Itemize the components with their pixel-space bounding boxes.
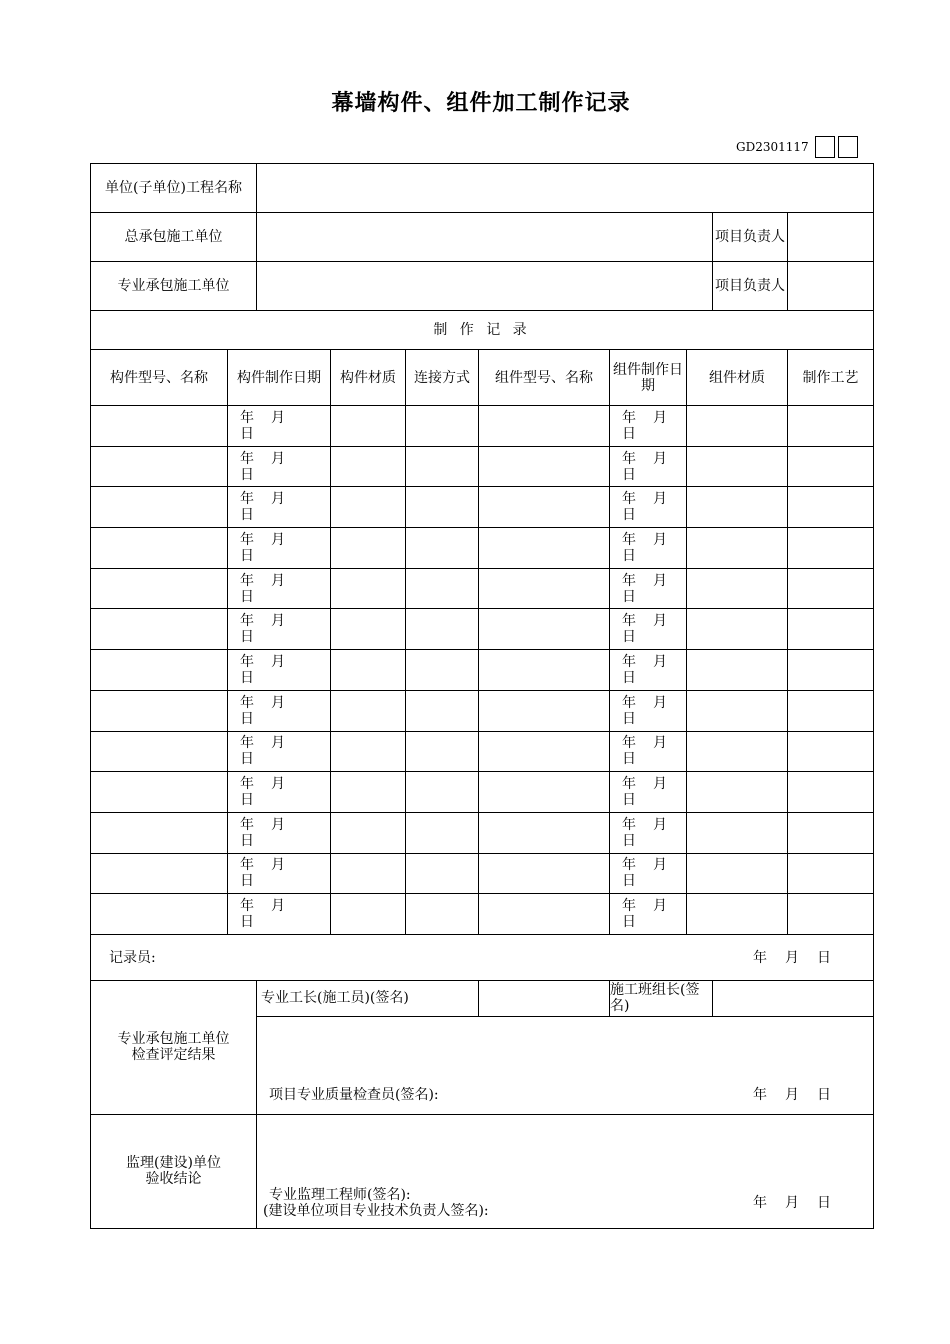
sub-contractor-field[interactable] bbox=[257, 262, 713, 311]
date-year: 年 bbox=[240, 735, 254, 752]
component-date-cell[interactable] bbox=[228, 650, 331, 691]
sub-project-manager-label: 项目负责人 bbox=[713, 262, 788, 311]
component-model-cell[interactable] bbox=[91, 894, 228, 935]
assembly-material-cell[interactable] bbox=[687, 772, 788, 813]
date-year: 年 bbox=[622, 409, 636, 426]
form-code-area bbox=[736, 134, 858, 160]
component-model-cell[interactable] bbox=[91, 568, 228, 609]
supervision-label-line1: 监理(建设)单位 bbox=[126, 1155, 221, 1172]
date-day: 日 bbox=[817, 1086, 831, 1103]
general-contractor-label: 总承包施工单位 bbox=[91, 213, 257, 262]
connection-cell[interactable] bbox=[406, 894, 479, 935]
date-month: 月 bbox=[271, 613, 285, 630]
date-day: 日 bbox=[622, 914, 636, 931]
table-row bbox=[91, 690, 874, 731]
date-month: 月 bbox=[785, 949, 799, 966]
column-header-row bbox=[91, 350, 874, 406]
process-cell[interactable] bbox=[788, 894, 874, 935]
component-date-cell[interactable] bbox=[228, 812, 331, 853]
table-row bbox=[91, 894, 874, 935]
date-day: 日 bbox=[240, 751, 254, 768]
process-cell[interactable] bbox=[788, 568, 874, 609]
date-month: 月 bbox=[271, 450, 285, 467]
assembly-model-cell[interactable] bbox=[479, 731, 610, 772]
assembly-material-cell[interactable] bbox=[687, 894, 788, 935]
component-date-cell[interactable] bbox=[228, 772, 331, 813]
process-cell[interactable] bbox=[788, 690, 874, 731]
connection-cell[interactable] bbox=[406, 812, 479, 853]
col-header-component-material: 构件材质 bbox=[331, 350, 406, 406]
date-month: 月 bbox=[271, 531, 285, 548]
assembly-model-cell[interactable] bbox=[479, 487, 610, 528]
component-model-cell[interactable] bbox=[91, 772, 228, 813]
assembly-material-cell[interactable] bbox=[687, 731, 788, 772]
component-material-cell[interactable] bbox=[331, 690, 406, 731]
date-year: 年 bbox=[622, 816, 636, 833]
supervision-label-line2: 验收结论 bbox=[145, 1171, 202, 1188]
date-month: 月 bbox=[653, 816, 667, 833]
component-model-cell[interactable] bbox=[91, 528, 228, 569]
form-code: GD2301117 bbox=[736, 140, 809, 154]
assembly-model-cell[interactable] bbox=[479, 568, 610, 609]
assembly-date-cell[interactable] bbox=[610, 894, 687, 935]
date-day: 日 bbox=[240, 425, 254, 442]
col-header-component-model: 构件型号、名称 bbox=[91, 350, 228, 406]
date-day: 日 bbox=[622, 588, 636, 605]
date-year: 年 bbox=[240, 694, 254, 711]
date-year: 年 bbox=[240, 491, 254, 508]
process-cell[interactable] bbox=[788, 446, 874, 487]
assembly-material-cell[interactable] bbox=[687, 446, 788, 487]
date-month: 月 bbox=[271, 694, 285, 711]
connection-cell[interactable] bbox=[406, 528, 479, 569]
date-day: 日 bbox=[240, 832, 254, 849]
assembly-model-cell[interactable] bbox=[479, 609, 610, 650]
team-leader-signature-field[interactable] bbox=[713, 980, 874, 1016]
process-cell[interactable] bbox=[788, 731, 874, 772]
date-month: 月 bbox=[271, 857, 285, 874]
date-month: 月 bbox=[653, 613, 667, 630]
process-cell[interactable] bbox=[788, 772, 874, 813]
section-title: 制 作 记 录 bbox=[91, 311, 874, 350]
assembly-date-cell[interactable] bbox=[610, 528, 687, 569]
date-day: 日 bbox=[817, 1194, 831, 1211]
date-day: 日 bbox=[240, 669, 254, 686]
table-row bbox=[91, 487, 874, 528]
date-month: 月 bbox=[271, 572, 285, 589]
process-cell[interactable] bbox=[788, 650, 874, 691]
engineer-label: 专业监理工程师(签名): bbox=[269, 1186, 411, 1203]
component-date-cell[interactable] bbox=[228, 690, 331, 731]
date-year: 年 bbox=[753, 1086, 767, 1103]
component-material-cell[interactable] bbox=[331, 731, 406, 772]
table-row bbox=[91, 446, 874, 487]
component-date-cell[interactable] bbox=[228, 894, 331, 935]
inspector-signature-area[interactable] bbox=[257, 1016, 874, 1114]
date-month: 月 bbox=[785, 1194, 799, 1211]
assembly-model-cell[interactable] bbox=[479, 406, 610, 447]
date-month: 月 bbox=[271, 816, 285, 833]
date-year: 年 bbox=[240, 613, 254, 630]
component-material-cell[interactable] bbox=[331, 650, 406, 691]
inspector-date bbox=[753, 1087, 831, 1103]
assembly-date-cell[interactable] bbox=[610, 446, 687, 487]
date-year: 年 bbox=[622, 450, 636, 467]
col-header-connection: 连接方式 bbox=[406, 350, 479, 406]
component-date-cell[interactable] bbox=[228, 406, 331, 447]
supervision-signature-area[interactable] bbox=[257, 1114, 874, 1228]
date-month: 月 bbox=[653, 898, 667, 915]
connection-cell[interactable] bbox=[406, 609, 479, 650]
date-day: 日 bbox=[622, 792, 636, 809]
date-month: 月 bbox=[653, 776, 667, 793]
col-header-assembly-model: 组件型号、名称 bbox=[479, 350, 610, 406]
process-cell[interactable] bbox=[788, 528, 874, 569]
contractor-check-label-line1: 专业承包施工单位 bbox=[117, 1031, 230, 1048]
table-row bbox=[91, 568, 874, 609]
connection-cell[interactable] bbox=[406, 853, 479, 894]
date-day: 日 bbox=[622, 507, 636, 524]
assembly-material-cell[interactable] bbox=[687, 568, 788, 609]
component-model-cell[interactable] bbox=[91, 650, 228, 691]
general-contractor-field[interactable] bbox=[257, 213, 713, 262]
assembly-model-cell[interactable] bbox=[479, 690, 610, 731]
date-year: 年 bbox=[622, 572, 636, 589]
project-name-label: 单位(子单位)工程名称 bbox=[91, 164, 257, 213]
component-model-cell[interactable] bbox=[91, 690, 228, 731]
component-material-cell[interactable] bbox=[331, 609, 406, 650]
assembly-material-cell[interactable] bbox=[687, 690, 788, 731]
assembly-date-cell[interactable] bbox=[610, 853, 687, 894]
component-material-cell[interactable] bbox=[331, 446, 406, 487]
date-year: 年 bbox=[622, 694, 636, 711]
date-year: 年 bbox=[622, 857, 636, 874]
supervision-date bbox=[753, 1195, 831, 1211]
process-cell[interactable] bbox=[788, 812, 874, 853]
code-box-2[interactable] bbox=[838, 136, 858, 158]
component-model-cell[interactable] bbox=[91, 446, 228, 487]
date-month: 月 bbox=[653, 653, 667, 670]
component-model-cell[interactable] bbox=[91, 609, 228, 650]
connection-cell[interactable] bbox=[406, 772, 479, 813]
assembly-date-cell[interactable] bbox=[610, 406, 687, 447]
date-year: 年 bbox=[240, 776, 254, 793]
project-name-field[interactable] bbox=[257, 164, 874, 213]
table-row bbox=[91, 772, 874, 813]
assembly-material-cell[interactable] bbox=[687, 650, 788, 691]
date-day: 日 bbox=[240, 588, 254, 605]
date-month: 月 bbox=[271, 491, 285, 508]
assembly-material-cell[interactable] bbox=[687, 528, 788, 569]
date-year: 年 bbox=[240, 450, 254, 467]
date-year: 年 bbox=[240, 531, 254, 548]
date-year: 年 bbox=[240, 816, 254, 833]
assembly-model-cell[interactable] bbox=[479, 650, 610, 691]
assembly-date-cell[interactable] bbox=[610, 609, 687, 650]
date-day: 日 bbox=[240, 710, 254, 727]
process-cell[interactable] bbox=[788, 406, 874, 447]
date-day: 日 bbox=[240, 507, 254, 524]
date-day: 日 bbox=[240, 547, 254, 564]
assembly-date-cell[interactable] bbox=[610, 568, 687, 609]
assembly-model-cell[interactable] bbox=[479, 894, 610, 935]
col-header-process: 制作工艺 bbox=[788, 350, 874, 406]
date-year: 年 bbox=[622, 898, 636, 915]
assembly-date-cell[interactable] bbox=[610, 772, 687, 813]
date-month: 月 bbox=[653, 450, 667, 467]
assembly-date-cell[interactable] bbox=[610, 650, 687, 691]
process-cell[interactable] bbox=[788, 609, 874, 650]
assembly-date-cell[interactable] bbox=[610, 731, 687, 772]
table-row bbox=[91, 812, 874, 853]
date-month: 月 bbox=[653, 491, 667, 508]
assembly-model-cell[interactable] bbox=[479, 528, 610, 569]
date-year: 年 bbox=[753, 1194, 767, 1211]
date-day: 日 bbox=[817, 949, 831, 966]
connection-cell[interactable] bbox=[406, 568, 479, 609]
date-year: 年 bbox=[240, 572, 254, 589]
date-month: 月 bbox=[653, 531, 667, 548]
date-year: 年 bbox=[622, 531, 636, 548]
date-year: 年 bbox=[622, 491, 636, 508]
date-day: 日 bbox=[240, 466, 254, 483]
assembly-material-cell[interactable] bbox=[687, 609, 788, 650]
assembly-date-cell[interactable] bbox=[610, 690, 687, 731]
assembly-model-cell[interactable] bbox=[479, 853, 610, 894]
component-material-cell[interactable] bbox=[331, 772, 406, 813]
date-day: 日 bbox=[622, 466, 636, 483]
foreman-signature-field[interactable] bbox=[479, 980, 610, 1016]
date-day: 日 bbox=[240, 792, 254, 809]
assembly-date-cell[interactable] bbox=[610, 487, 687, 528]
assembly-date-cell[interactable] bbox=[610, 812, 687, 853]
component-date-cell[interactable] bbox=[228, 528, 331, 569]
connection-cell[interactable] bbox=[406, 690, 479, 731]
component-date-cell[interactable] bbox=[228, 487, 331, 528]
connection-cell[interactable] bbox=[406, 446, 479, 487]
component-material-cell[interactable] bbox=[331, 528, 406, 569]
record-form bbox=[90, 163, 874, 1229]
date-month: 月 bbox=[653, 857, 667, 874]
table-row bbox=[91, 609, 874, 650]
connection-cell[interactable] bbox=[406, 731, 479, 772]
connection-cell[interactable] bbox=[406, 487, 479, 528]
sub-contractor-label: 专业承包施工单位 bbox=[91, 262, 257, 311]
assembly-model-cell[interactable] bbox=[479, 772, 610, 813]
assembly-material-cell[interactable] bbox=[687, 487, 788, 528]
assembly-material-cell[interactable] bbox=[687, 853, 788, 894]
date-year: 年 bbox=[753, 949, 767, 966]
supervision-label bbox=[91, 1114, 257, 1228]
component-date-cell[interactable] bbox=[228, 853, 331, 894]
date-year: 年 bbox=[240, 653, 254, 670]
date-day: 日 bbox=[622, 669, 636, 686]
team-leader-label: 施工班组长(签名) bbox=[610, 980, 713, 1016]
date-month: 月 bbox=[785, 1086, 799, 1103]
date-year: 年 bbox=[622, 613, 636, 630]
assembly-model-cell[interactable] bbox=[479, 446, 610, 487]
contractor-check-label-line2: 检查评定结果 bbox=[131, 1047, 216, 1064]
page-title: 幕墙构件、组件加工制作记录 bbox=[331, 91, 631, 116]
date-month: 月 bbox=[271, 898, 285, 915]
table-row bbox=[91, 853, 874, 894]
component-material-cell[interactable] bbox=[331, 894, 406, 935]
date-month: 月 bbox=[653, 694, 667, 711]
date-month: 月 bbox=[271, 653, 285, 670]
table-row bbox=[91, 650, 874, 691]
date-month: 月 bbox=[653, 572, 667, 589]
assembly-model-cell[interactable] bbox=[479, 812, 610, 853]
connection-cell[interactable] bbox=[406, 650, 479, 691]
col-header-assembly-material: 组件材质 bbox=[687, 350, 788, 406]
date-day: 日 bbox=[622, 547, 636, 564]
date-month: 月 bbox=[271, 735, 285, 752]
component-material-cell[interactable] bbox=[331, 487, 406, 528]
component-model-cell[interactable] bbox=[91, 731, 228, 772]
date-day: 日 bbox=[240, 629, 254, 646]
project-manager-label: 项目负责人 bbox=[713, 213, 788, 262]
component-date-cell[interactable] bbox=[228, 731, 331, 772]
date-day: 日 bbox=[240, 914, 254, 931]
component-model-cell[interactable] bbox=[91, 853, 228, 894]
component-date-cell[interactable] bbox=[228, 446, 331, 487]
date-day: 日 bbox=[622, 832, 636, 849]
date-day: 日 bbox=[622, 873, 636, 890]
table-row bbox=[91, 528, 874, 569]
assembly-material-cell[interactable] bbox=[687, 406, 788, 447]
component-date-cell[interactable] bbox=[228, 568, 331, 609]
component-model-cell[interactable] bbox=[91, 406, 228, 447]
date-day: 日 bbox=[622, 710, 636, 727]
project-manager-field[interactable] bbox=[788, 213, 874, 262]
owner-label: (建设单位项目专业技术负责人签名): bbox=[263, 1202, 489, 1219]
date-day: 日 bbox=[622, 751, 636, 768]
component-material-cell[interactable] bbox=[331, 853, 406, 894]
code-box-1[interactable] bbox=[815, 136, 835, 158]
recorder-label: 记录员: bbox=[109, 949, 156, 966]
process-cell[interactable] bbox=[788, 487, 874, 528]
col-header-component-date: 构件制作日期 bbox=[228, 350, 331, 406]
date-year: 年 bbox=[622, 735, 636, 752]
date-month: 月 bbox=[653, 735, 667, 752]
col-header-assembly-date: 组件制作日期 bbox=[610, 350, 687, 406]
date-year: 年 bbox=[622, 653, 636, 670]
connection-cell[interactable] bbox=[406, 406, 479, 447]
component-model-cell[interactable] bbox=[91, 487, 228, 528]
recorder-row[interactable] bbox=[91, 934, 874, 980]
date-month: 月 bbox=[271, 776, 285, 793]
date-day: 日 bbox=[240, 873, 254, 890]
date-day: 日 bbox=[622, 425, 636, 442]
date-year: 年 bbox=[240, 898, 254, 915]
component-model-cell[interactable] bbox=[91, 812, 228, 853]
sub-project-manager-field[interactable] bbox=[788, 262, 874, 311]
foreman-label: 专业工长(施工员)(签名) bbox=[257, 980, 479, 1016]
date-month: 月 bbox=[271, 409, 285, 426]
contractor-check-label bbox=[91, 980, 257, 1114]
date-year: 年 bbox=[240, 857, 254, 874]
component-material-cell[interactable] bbox=[331, 406, 406, 447]
table-row bbox=[91, 406, 874, 447]
process-cell[interactable] bbox=[788, 853, 874, 894]
date-year: 年 bbox=[622, 776, 636, 793]
component-material-cell[interactable] bbox=[331, 568, 406, 609]
table-row bbox=[91, 731, 874, 772]
date-day: 日 bbox=[622, 629, 636, 646]
date-year: 年 bbox=[240, 409, 254, 426]
recorder-date bbox=[753, 950, 831, 966]
component-material-cell[interactable] bbox=[331, 812, 406, 853]
component-date-cell[interactable] bbox=[228, 609, 331, 650]
inspector-label: 项目专业质量检查员(签名): bbox=[269, 1086, 439, 1103]
assembly-material-cell[interactable] bbox=[687, 812, 788, 853]
date-month: 月 bbox=[653, 409, 667, 426]
